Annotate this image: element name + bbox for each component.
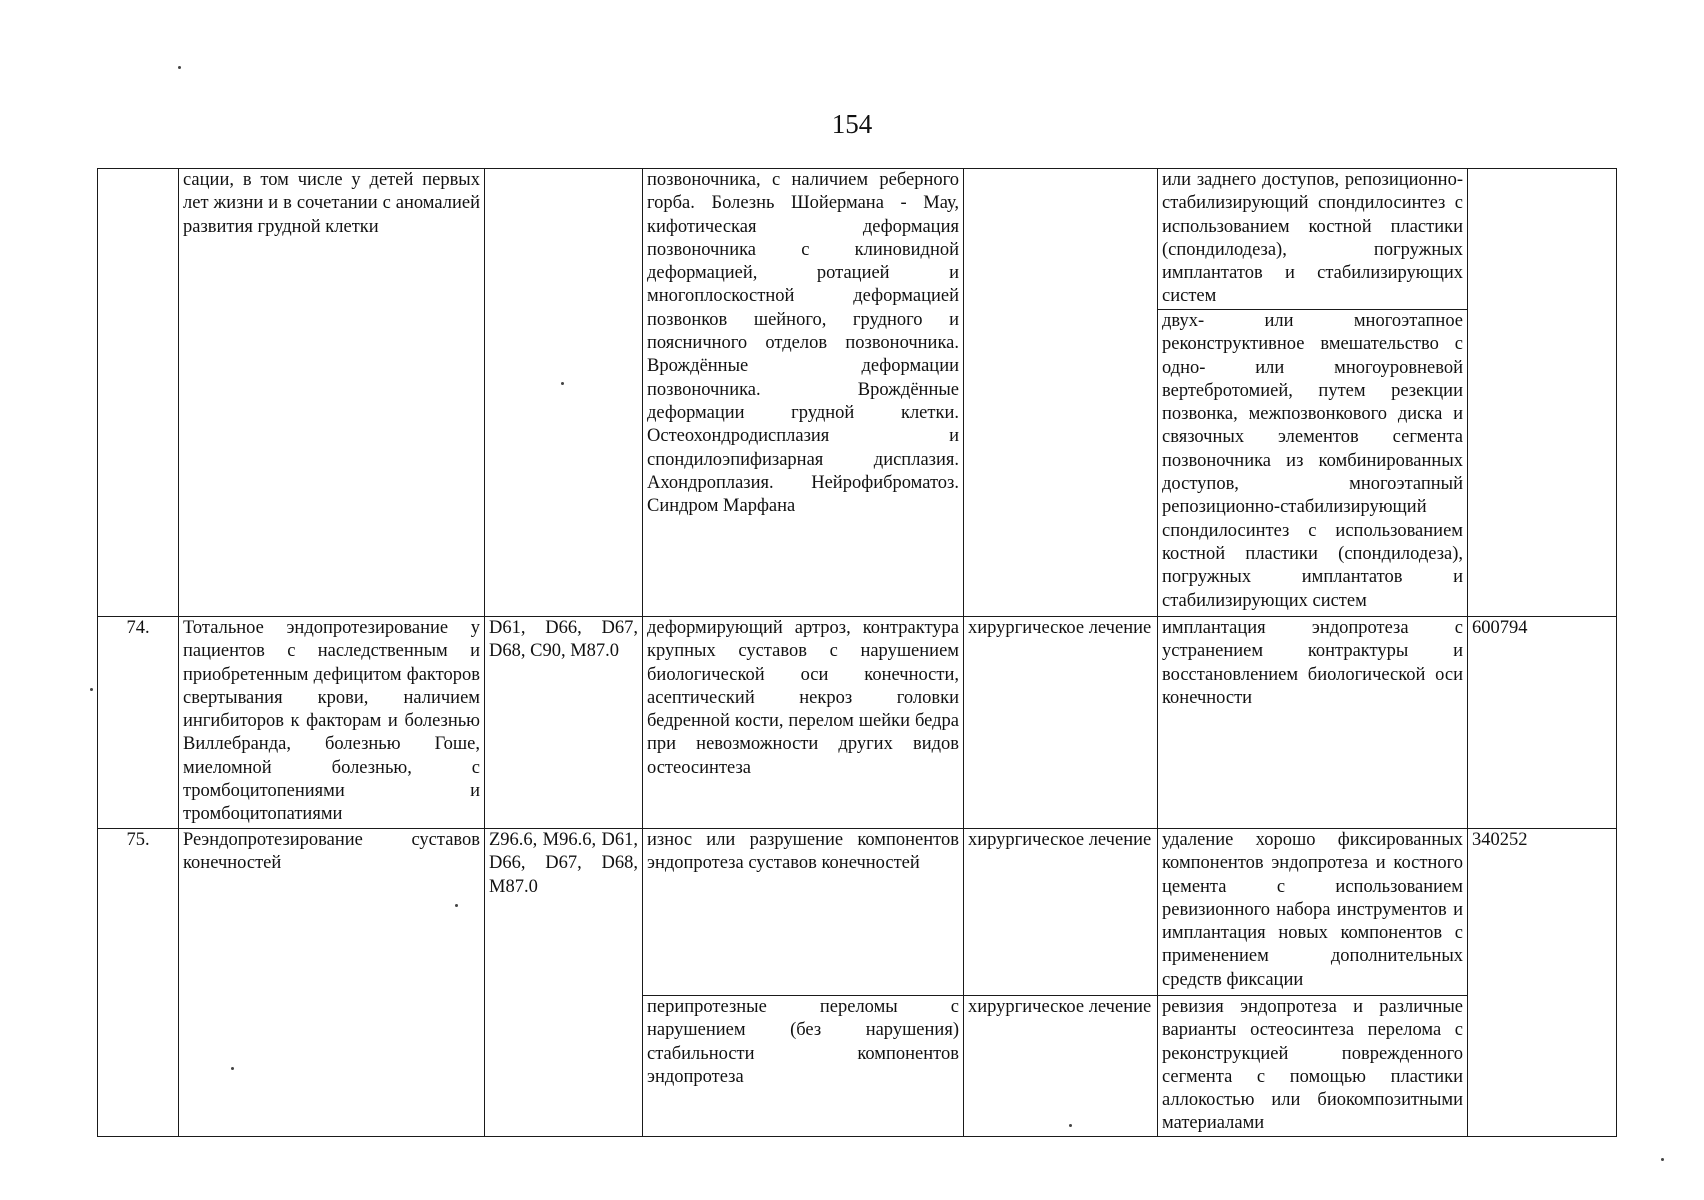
treatment-method: удаление хорошо фиксированных компонентов эндопротеза и костного цемента с использованием ревизионного набора инструментов и имплантация новых компонентов с применением дополнительных средств фиксации bbox=[1158, 829, 1468, 996]
scan-speck bbox=[178, 66, 181, 69]
table-row-74 bbox=[98, 617, 1617, 829]
row-number: 74. bbox=[98, 617, 179, 829]
table-row-continuation bbox=[98, 169, 1617, 617]
table-row-75 bbox=[98, 829, 1617, 996]
treatment-method: имплантация эндопротеза с устранением контрактуры и восстановлением биологической оси конечности bbox=[1158, 617, 1468, 829]
medical-care-table bbox=[97, 168, 1617, 1137]
care-type-title: сации, в том числе у детей первых лет жизни и в сочетании с аномалией развития грудной клетки bbox=[179, 169, 485, 617]
cost-value bbox=[1468, 169, 1617, 617]
disease-model: позвоночника, с наличием реберного горба. Болезнь Шойермана - Мау, кифотическая деформация позвоночника с клиновидной деформацией, ротацией и многоплоскостной деформацией позвонков шейного, грудного и поясничного отделов позвоночника. Врождённые деформации позвоночника. Врождённые деформации грудной клетки. Остеохондродисплазия и спондилоэпифизарная дисплазия. Ахондроплазия. Нейрофиброматоз. Синдром Марфана bbox=[643, 169, 964, 617]
treatment-type: хирургическое лечение bbox=[964, 996, 1158, 1137]
icd-codes bbox=[485, 169, 643, 617]
scan-speck bbox=[90, 688, 93, 691]
disease-model: деформирующий артроз, контрактура крупных суставов с нарушением биологической оси конечности, асептический некроз головки бедренной кости, перелом шейки бедра при невозможности других видов остеосинтеза bbox=[643, 617, 964, 829]
scan-speck bbox=[231, 1067, 234, 1070]
page-number: 154 bbox=[831, 109, 873, 139]
treatment-type: хирургическое лечение bbox=[964, 829, 1158, 996]
care-type-title: Реэндопротезирование суставов конечностей bbox=[179, 829, 485, 1137]
treatment-method: ревизия эндопротеза и различные варианты остеосинтеза перелома с реконструкцией поврежденного сегмента с помощью пластики аллокостью или биокомпозитными материалами bbox=[1158, 996, 1468, 1137]
treatment-type bbox=[964, 169, 1158, 617]
cost-value: 600794 bbox=[1468, 617, 1617, 829]
treatment-method: или заднего доступов, репозиционно-стабилизирующий спондилосинтез с использованием костной пластики (спондилодеза), погружных имплантатов и стабилизирующих систем bbox=[1158, 169, 1467, 310]
row-number: 75. bbox=[98, 829, 179, 1137]
treatment-methods bbox=[1158, 169, 1468, 617]
treatment-type: хирургическое лечение bbox=[964, 617, 1158, 829]
cost-value: 340252 bbox=[1468, 829, 1617, 1137]
scan-speck bbox=[1661, 1158, 1664, 1161]
treatment-method: двух- или многоэтапное реконструктивное вмешательство с одно- или многоуровневой вертебротомией, путем резекции позвонка, межпозвонкового диска и связочных элементов сегмента позвоночника из комбинированных доступов, многоэтапный репозиционно-стабилизирующий спондилосинтез с использованием костной пластики (спондилодеза), погружных имплантатов и стабилизирующих систем bbox=[1162, 311, 1463, 611]
care-type-title: Тотальное эндопротезирование у пациентов с наследственным и приобретенным дефицитом факторов свертывания крови, наличием ингибиторов к факторам и болезнью Виллебранда, болезнью Гоше, миеломной болезнью, с тромбоцитопениями и тромбоцитопатиями bbox=[179, 617, 485, 829]
scan-speck bbox=[561, 382, 564, 385]
disease-model: перипротезные переломы с нарушением (без нарушения) стабильности компонентов эндопротеза bbox=[643, 996, 964, 1137]
icd-codes: Z96.6, M96.6, D61, D66, D67, D68, M87.0 bbox=[485, 829, 643, 1137]
scan-speck bbox=[455, 904, 458, 907]
scan-speck bbox=[1069, 1124, 1072, 1127]
disease-model: износ или разрушение компонентов эндопротеза суставов конечностей bbox=[643, 829, 964, 996]
row-number bbox=[98, 169, 179, 617]
icd-codes: D61, D66, D67, D68, C90, M87.0 bbox=[485, 617, 643, 829]
